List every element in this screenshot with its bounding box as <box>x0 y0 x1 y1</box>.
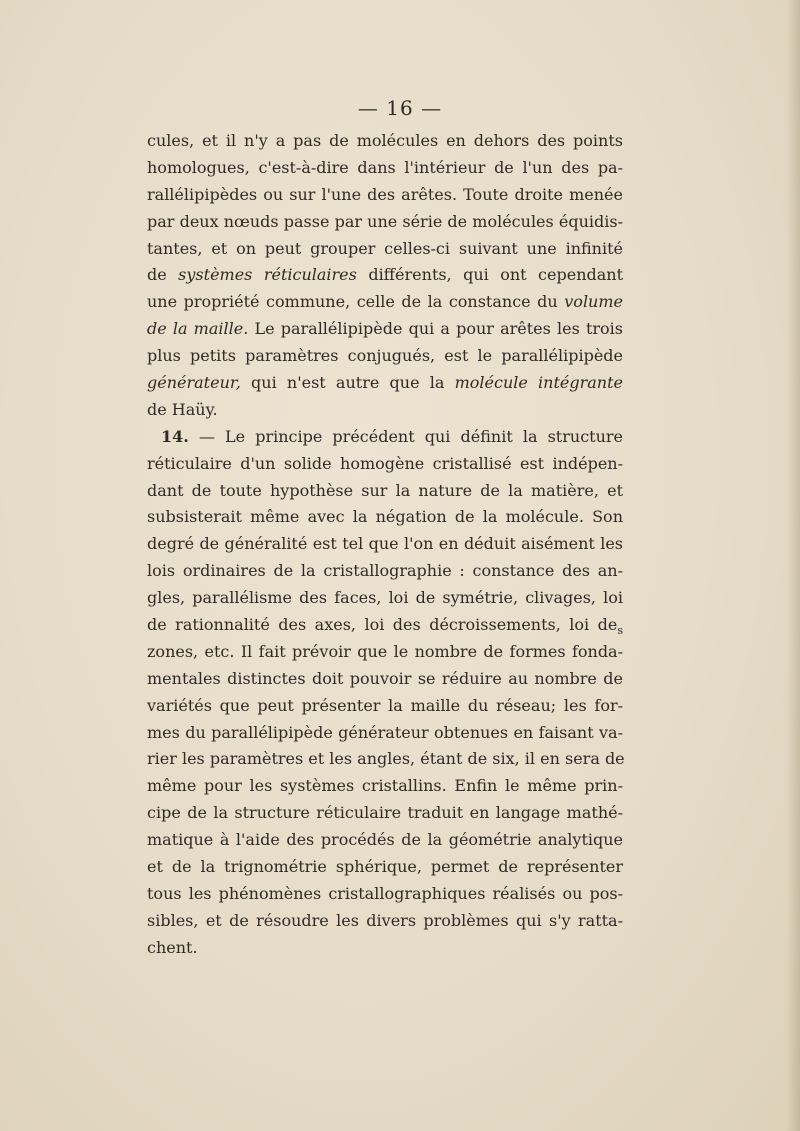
text-line <box>147 262 623 289</box>
text-run: une propriété commune, celle de la constance du <box>147 292 565 312</box>
text-line: sibles, et de résoudre les divers problèmes qui s'y ratta- <box>147 910 623 930</box>
text-line: de Haüy. <box>147 399 218 419</box>
text-line: même pour les systèmes cristallins. Enfin le même prin- <box>147 776 623 796</box>
text-run: différents, qui ont cependant <box>356 265 624 285</box>
text-run: de <box>147 265 179 285</box>
text-line: lois ordinaires de la cristallographie : constance des an- <box>147 561 623 581</box>
text-line: rallélipipèdes ou sur l'une des arêtes. Toute droite menée <box>147 184 623 204</box>
subscript-mark: s <box>617 624 623 638</box>
italic-term: générateur, <box>147 373 241 393</box>
text-line: chent. <box>147 937 198 957</box>
text-line: cipe de la structure réticulaire traduit en langage mathé- <box>147 803 623 823</box>
text-line: variétés que peut présenter la maille du réseau; les for- <box>147 695 623 715</box>
text-line: tantes, et on peut grouper celles-ci suivant une infinité <box>147 238 623 258</box>
text-line <box>147 316 623 343</box>
italic-term: systèmes réticulaires <box>178 265 357 285</box>
text-line: et de la trignométrie sphérique, permet de représenter <box>147 857 623 877</box>
text-line: rier les paramètres et les angles, étant de six, il en sera de <box>147 749 625 769</box>
text-line: matique à l'aide des procédés de la géométrie analytique <box>147 830 623 850</box>
page-number: — 16 — <box>357 96 443 120</box>
text-line: par deux nœuds passe par une série de molécules équidis- <box>147 211 623 231</box>
text-line <box>147 289 623 316</box>
text-line: dant de toute hypothèse sur la nature de la matière, et <box>147 480 623 500</box>
text-line: plus petits paramètres conjugués, est le parallélipipède <box>147 346 623 366</box>
text-run: — Le principe précédent qui définit la structure <box>188 426 623 446</box>
text-line: réticulaire d'un solide homogène cristallisé est indépen- <box>147 453 623 473</box>
text-run: qui n'est autre que la <box>240 373 455 393</box>
text-run: Le parallélipipède qui a pour arêtes les trois <box>248 319 624 339</box>
text-line: subsisterait même avec la négation de la molécule. Son <box>147 507 623 527</box>
body-text <box>147 128 623 962</box>
italic-term: molécule intégrante <box>454 373 624 393</box>
text-line: mentales distinctes doit pouvoir se réduire au nombre de <box>147 668 623 688</box>
text-line: degré de généralité est tel que l'on en déduit aisément les <box>147 534 623 554</box>
text-line: tous les phénomènes cristallographiques réalisés ou pos- <box>147 883 623 903</box>
text-run: de rationnalité des axes, loi des décroissements, loi de <box>147 615 618 635</box>
text-line <box>147 612 623 639</box>
text-line: zones, etc. Il fait prévoir que le nombre de formes fonda- <box>147 641 623 661</box>
italic-term: de la maille. <box>147 319 249 339</box>
text-line: homologues, c'est-à-dire dans l'intérieur de l'un des pa- <box>147 157 623 177</box>
text-line <box>147 370 623 397</box>
text-line <box>147 424 623 451</box>
text-line: gles, parallélisme des faces, loi de symétrie, clivages, loi <box>147 588 623 608</box>
section-number: 14. <box>161 426 189 446</box>
text-line: mes du parallélipipède générateur obtenues en faisant va- <box>147 722 623 742</box>
text-line: cules, et il n'y a pas de molécules en dehors des points <box>147 131 623 150</box>
italic-term: volume <box>564 292 623 312</box>
